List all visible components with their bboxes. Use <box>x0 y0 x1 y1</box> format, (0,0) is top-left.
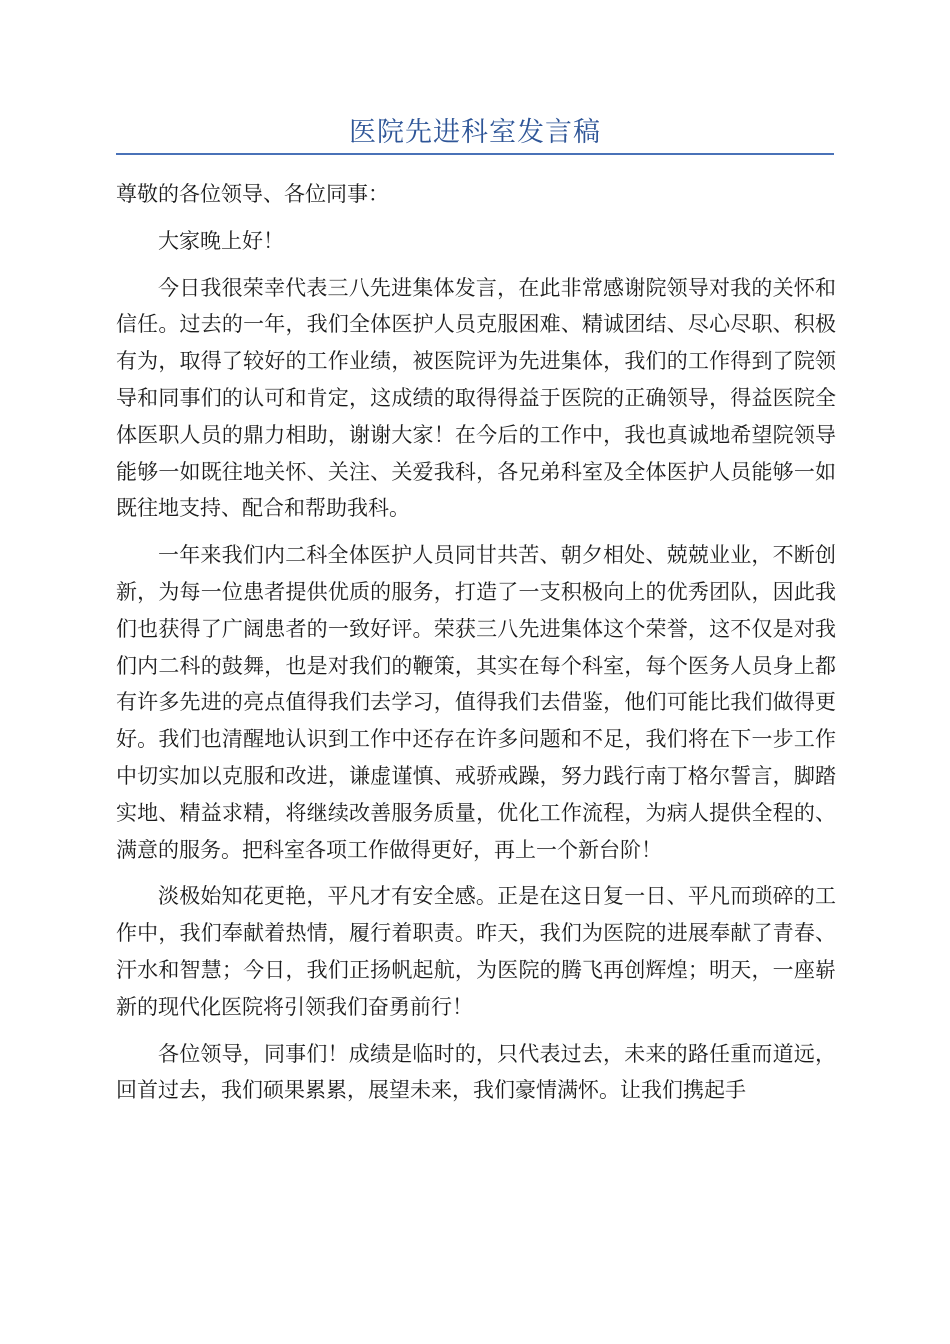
paragraph-closing: 各位领导，同事们！成绩是临时的，只代表过去，未来的路任重而道远，回首过去，我们硕果累累，展望未来，我们豪情满怀。让我们携起手 <box>116 1041 836 1103</box>
paragraph-achievements: 一年来我们内二科全体医护人员同甘共苦、朝夕相处、兢兢业业，不断创新，为每一位患者提供优质的服务，打造了一支积极向上的优秀团队，因此我们也获得了广阔患者的一致好评。荣获三八先进集体这个荣誉，这不仅是对我们内二科的鼓舞，也是对我们的鞭策，其实在每个科室，每个医务人员身上都有许多先进的亮点值得我们去学习，值得我们去借鉴，他们可能比我们做得更好。我们也清醒地认识到工作中还存在许多问题和不足，我们将在下一步工作中切实加以克服和改进，谦虚谨慎、戒骄戒躁，努力践行南丁格尔誓言，脚踏实地、精益求精，将继续改善服务质量，优化工作流程，为病人提供全程的、满意的服务。把科室各项工作做得更好，再上一个新台阶！ <box>116 543 836 862</box>
title-underline <box>116 153 834 155</box>
document-body <box>116 176 836 1119</box>
paragraph-greeting: 大家晚上好！ <box>158 228 284 253</box>
paragraph-thanks: 今日我很荣幸代表三八先进集体发言，在此非常感谢院领导对我的关怀和信任。过去的一年，我们全体医护人员克服困难、精诚团结、尽心尽职、积极有为，取得了较好的工作业绩，被医院评为先进集体，我们的工作得到了院领导和同事们的认可和肯定，这成绩的取得得益于医院的正确领导，得益医院全体医职人员的鼎力相助，谢谢大家！在今后的工作中，我也真诚地希望院领导能够一如既往地关怀、关注、关爱我科，各兄弟科室及全体医护人员能够一如既往地支持、配合和帮助我科。 <box>116 275 836 521</box>
salutation: 尊敬的各位领导、各位同事： <box>116 182 389 206</box>
document-title: 医院先进科室发言稿 <box>349 117 601 148</box>
paragraph-dedication: 淡极始知花更艳，平凡才有安全感。正是在这日复一日、平凡而琐碎的工作中，我们奉献着热情，履行着职责。昨天，我们为医院的进展奉献了青春、汗水和智慧；今日，我们正扬帆起航，为医院的腾飞再创辉煌；明天，一座崭新的现代化医院将引领我们奋勇前行！ <box>116 884 836 1019</box>
